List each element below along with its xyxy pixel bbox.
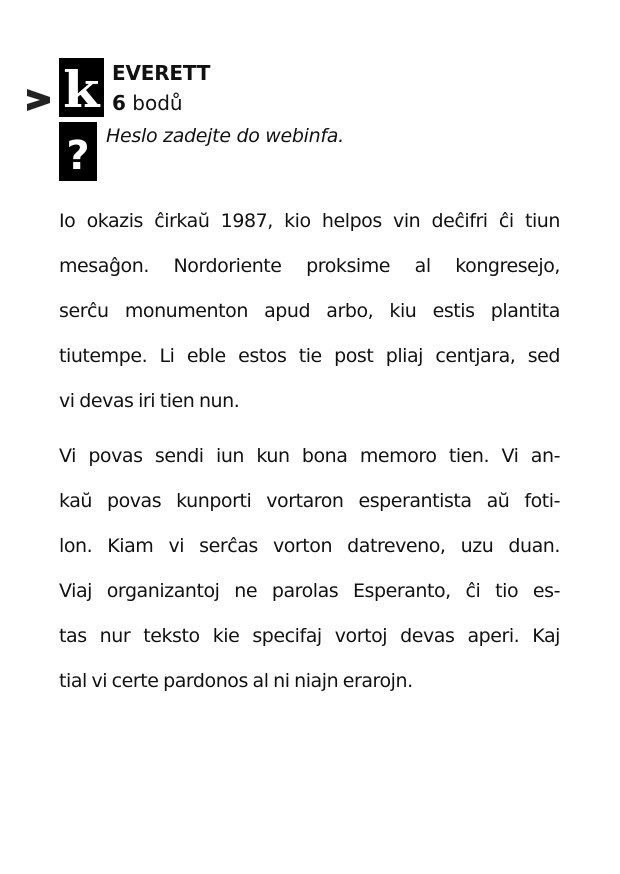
text-line: mesaĝon. Nordoriente proksime al kongresejo, bbox=[59, 255, 560, 277]
points bbox=[112, 91, 183, 115]
points-label: bodů bbox=[132, 91, 183, 115]
password-hint: Heslo zadejte do webinfa. bbox=[106, 125, 344, 147]
author-name: EVERETT bbox=[112, 61, 211, 85]
paragraph-2 bbox=[59, 434, 560, 704]
badge-letter: k bbox=[63, 59, 100, 119]
text-line: lon. Kiam vi serĉas vorton datreveno, uzu duan. bbox=[59, 535, 560, 557]
text-line: Io okazis ĉirkaŭ 1987, kio helpos vin deĉifri ĉi tiun bbox=[59, 210, 560, 232]
text-line: serĉu monumenton apud arbo, kiu estis plantita bbox=[59, 300, 560, 322]
text-line: tiutempe. Li eble estos tie post pliaj centjara, sed bbox=[59, 345, 560, 367]
text-line: Viaj organizantoj ne parolas Esperanto, ĉi tio es- bbox=[59, 580, 560, 602]
paragraph-1 bbox=[59, 199, 560, 424]
puzzle-letter-badge bbox=[59, 58, 104, 117]
question-badge bbox=[59, 122, 97, 181]
text-line: Vi povas sendi iun kun bona memoro tien. Vi an- bbox=[59, 445, 560, 467]
text-line: vi devas iri tien nun. bbox=[59, 390, 240, 412]
question-mark-icon: ? bbox=[66, 132, 90, 179]
points-value: 6 bbox=[112, 91, 126, 115]
text-line: tas nur teksto kie specifaj vortoj devas aperi. Kaj bbox=[59, 625, 560, 647]
chevron-right-icon bbox=[27, 89, 50, 111]
text-line: kaŭ povas kunporti vortaron esperantista aŭ foti- bbox=[59, 490, 560, 512]
text-line: tial vi certe pardonos al ni niajn erarojn. bbox=[59, 670, 413, 692]
